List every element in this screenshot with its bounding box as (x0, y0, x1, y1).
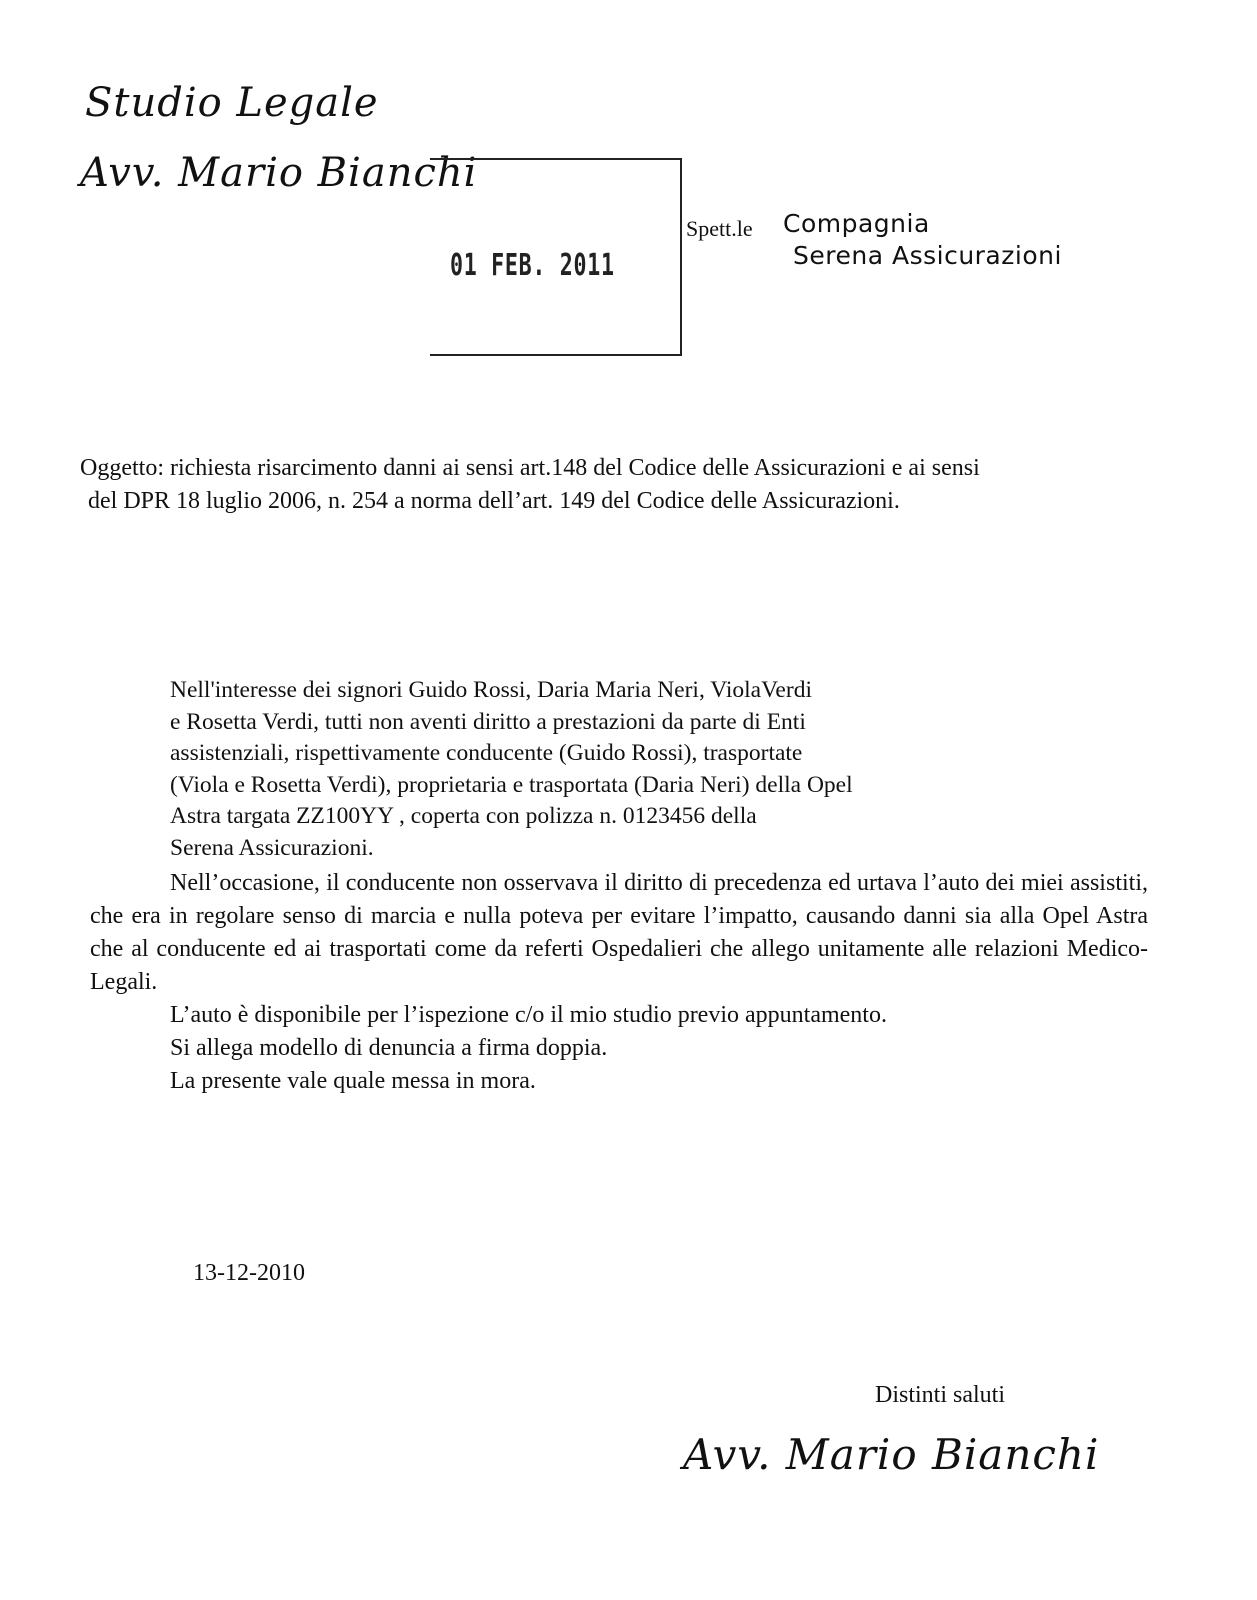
paragraph-1-line: assistenziali, rispettivamente conducente (Guido Rossi), trasportate (170, 740, 803, 766)
body-paragraph-1 (170, 675, 1050, 864)
closing-salutation: Distinti saluti (875, 1382, 1006, 1408)
paragraph-1-line: (Viola e Rosetta Verdi), proprietaria e trasportata (Daria Neri) della Opel (170, 771, 853, 798)
subject-block (80, 452, 1150, 518)
letterhead-lawyer-name: Avv. Mario Bianchi (80, 150, 478, 196)
body-paragraph-2 (90, 867, 1148, 1098)
recipient-line-1: Compagnia (783, 209, 930, 238)
subject-line-2: del DPR 18 luglio 2006, n. 254 a norma dell’art. 149 del Codice delle Assicurazioni. (88, 488, 900, 514)
paragraph-2-text: Nell’occasione, il conducente non osservava il diritto di precedenza ed urtava l’auto dei miei assistiti, che era in regolare senso di marcia e nulla poteva per evitare l’impatto, causando danni sia alla Opel Astra che al conducente ed ai trasportati come da referti Ospedalieri che allego unitamente alle relazioni Medico-Legali. (90, 870, 1148, 995)
received-stamp-date: 01 FEB. 2011 (450, 248, 615, 283)
paragraph-1-line: Nell'interesse dei signori Guido Rossi, Daria Maria Neri, ViolaVerdi (170, 677, 812, 703)
signature: Avv. Mario Bianchi (683, 1430, 1100, 1479)
subject-line-1: Oggetto: richiesta risarcimento danni ai sensi art.148 del Codice delle Assicurazioni e ai sensi (80, 455, 980, 481)
paragraph-1-line: e Rosetta Verdi, tutti non aventi diritto a prestazioni da parte di Enti (170, 708, 806, 735)
recipient-line-2: Serena Assicurazioni (793, 241, 1062, 270)
paragraph-1-line: Astra targata ZZ100YY , coperta con polizza n. 0123456 della (170, 803, 757, 829)
letterhead-studio-name: Studio Legale (85, 80, 379, 126)
recipient-salutation: Spett.le (686, 216, 753, 241)
paragraph-1-line: Serena Assicurazioni. (170, 834, 374, 861)
formal-notice-line: La presente vale quale messa in mora. (170, 1068, 536, 1094)
attachment-line: Si allega modello di denuncia a firma doppia. (170, 1035, 608, 1061)
inspection-line: L’auto è disponibile per l’ispezione c/o il mio studio previo appuntamento. (170, 1002, 887, 1028)
letter-date: 13-12-2010 (193, 1260, 305, 1286)
